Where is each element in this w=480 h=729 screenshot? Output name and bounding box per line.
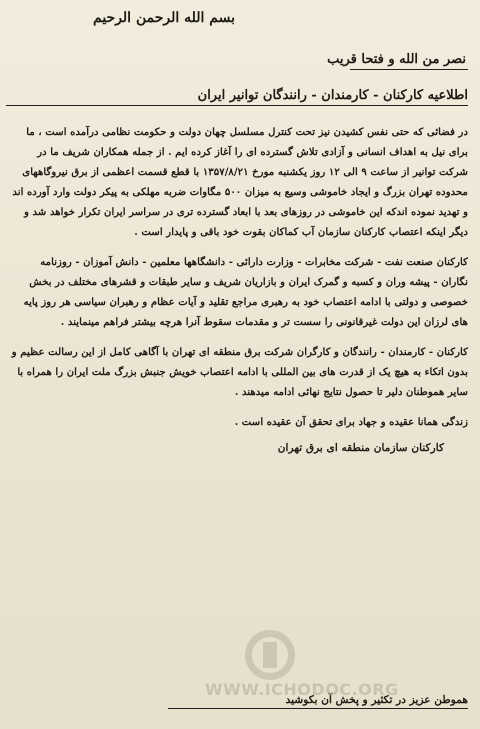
bismillah-header: بسم الله الرحمن الرحیم bbox=[93, 10, 235, 26]
paragraph: زندگی همانا عقیده و جهاد برای تحقق آن عقیده است . bbox=[234, 416, 468, 428]
paragraph: در فضائی که حتی نفس کشیدن نیز تحت کنترل مسلسل چهان دولت و حکومت نظامی درآمده است ، ما برای نیل به اهداف انسانی و آزادی تلاش گسترده ای را آغاز کرده ایم . از جمله همکاران شریف ما در شرکت توانیر از ساعت ۹ الی ۱۲ روز یکشنبه مورخ ۱۳۵۷/۸/۲۱ با قطع قسمت اعظمی از برق نیروگاههای محدوده تهران بزرگ و ایجاد خاموشی وسیع به میزان ۵۰۰ مگاوات ضربه مهلکی به پیکر دولت وارد آورده اند و تهدید نموده اندکه این خاموشی در روزهای بعد با ابعاد گسترده تری در سراسر ایران تکرار خواهد شد و دیگر اینکه اعتصاب کارکنان سازمان آب کماکان بقوت خود باقی و پایدار است . bbox=[12, 126, 468, 238]
announcement-heading: اطلاعیه کارکنان - کارمندان - رانندگان توانیر ایران bbox=[197, 88, 468, 103]
watermark bbox=[205, 630, 399, 700]
logo-bar-icon bbox=[263, 642, 277, 668]
subtitle-underline bbox=[350, 69, 468, 70]
footer-text: هموطن عزیز در تکثیر و پخش آن بکوشید bbox=[285, 694, 468, 706]
heading-underline bbox=[6, 105, 468, 106]
subtitle: نصر من الله و فتحا قریب bbox=[327, 52, 466, 67]
paragraph: کارکنان - کارمندان - رانندگان و کارگران شرکت برق منطقه ای تهران با آگاهی کامل از این رسالت عظیم و بدون اتکاء به هیچ یک از قدرت های بین المللی با ادامه اعتصاب خویش جنبش بزرگ ملت ایران را همراه با سایر هموطنان دلیر تا حصول نتایج نهائی ادامه میدهند . bbox=[11, 346, 468, 398]
footer-underline bbox=[168, 708, 468, 709]
signature-line: کارکنان سازمان منطقه ای برق تهران bbox=[277, 442, 444, 454]
leaflet-document bbox=[10, 6, 468, 723]
watermark-text: WWW.ICHODOC.ORG bbox=[205, 680, 399, 699]
announcement-body bbox=[10, 122, 468, 432]
paragraph: کارکنان صنعت نفت - شرکت مخابرات - وزارت دارائی - دانشگاهها معلمین - دانش آموزان - روزنامه نگاران - پیشه وران و کسبه و گمرک ایران و بازاریان شریف و سایر طبقات و قشرهای مختلف در بخش خصوصی و دولتی با ادامه اعتصاب خود به رهبری مراجع تقلید و آیات عظام و رهبران سیاسی هر روز پایه های لرزان این دولت غیرقانونی را سست تر و مقدمات سقوط آنرا هرچه بیشتر فراهم مینمایند . bbox=[23, 256, 468, 328]
